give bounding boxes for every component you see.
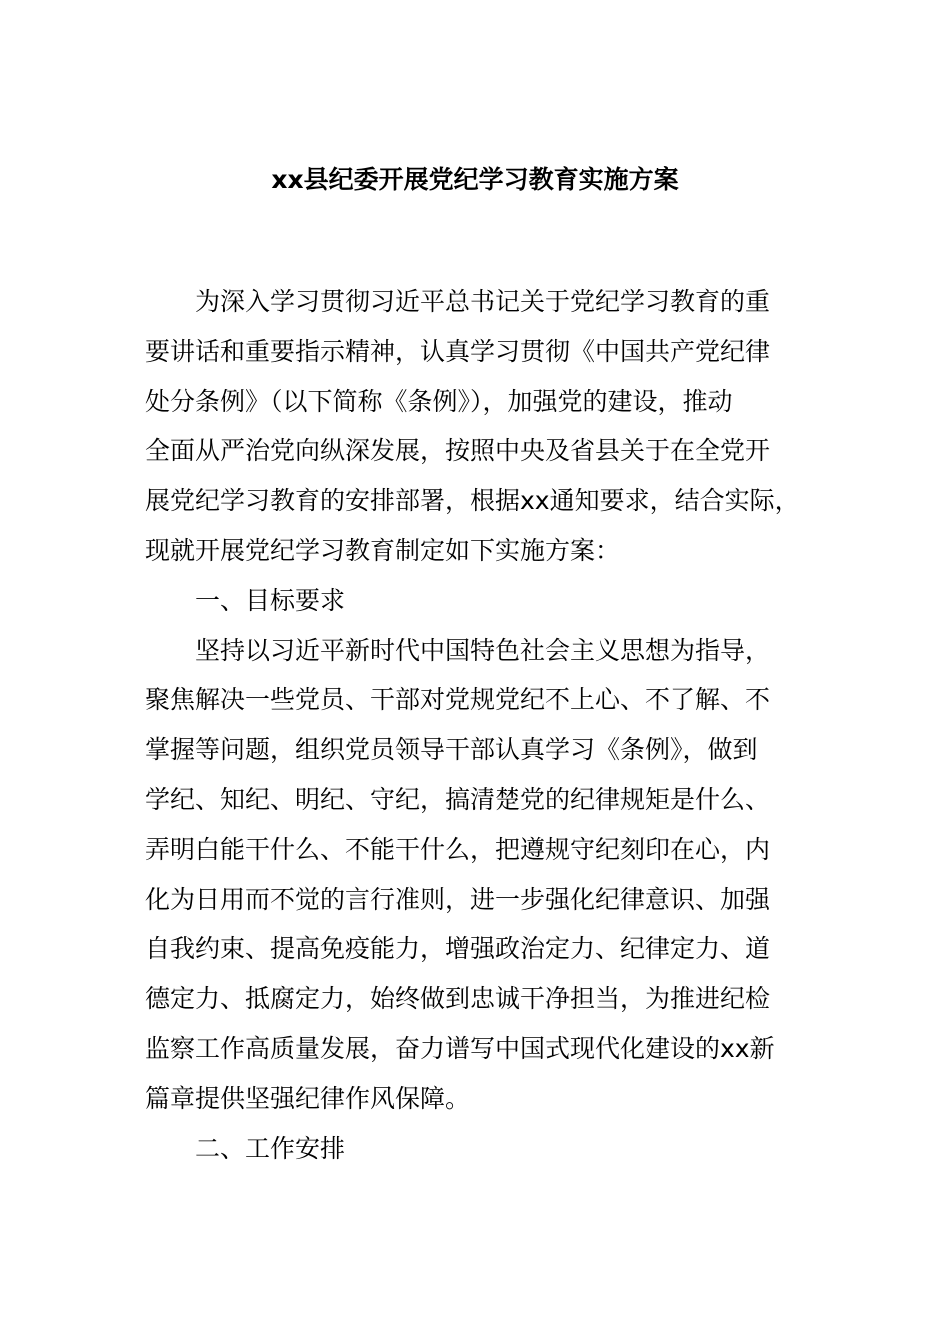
paragraph-line: 全面从严治党向纵深发展，按照中央及省县关于在全党开	[145, 436, 771, 466]
paragraph-line: 处分条例》（以下简称《条例》），加强党的建设，推动	[145, 386, 733, 416]
paragraph-line: 学纪、知纪、明纪、守纪，搞清楚党的纪律规矩是什么、	[145, 784, 771, 814]
paragraph-line: 篇章提供坚强纪律作风保障。	[145, 1083, 471, 1113]
paragraph-line: 聚焦解决一些党员、干部对党规党纪不上心、不了解、不	[145, 685, 771, 715]
paragraph-line: 为深入学习贯彻习近平总书记关于党纪学习教育的重	[195, 287, 771, 316]
document-title: xx县纪委开展党纪学习教育实施方案	[271, 165, 679, 194]
paragraph-line: 坚持以习近平新时代中国特色社会主义思想为指导，	[195, 635, 771, 665]
paragraph-line: 弄明白能干什么、不能干什么，把遵规守纪刻印在心，内	[145, 834, 771, 864]
paragraph-line: 监察工作高质量发展，奋力谱写中国式现代化建设的xx新	[145, 1033, 775, 1063]
paragraph-line: 自我约束、提高免疫能力，增强政治定力、纪律定力、道	[145, 934, 771, 964]
paragraph-line: 化为日用而不觉的言行准则，进一步强化纪律意识、加强	[145, 884, 771, 914]
section-heading: 一、目标要求	[195, 585, 346, 615]
document-body	[145, 277, 830, 1173]
section-heading: 二、工作安排	[195, 1133, 346, 1163]
paragraph-line: 要讲话和重要指示精神，认真学习贯彻《中国共产党纪律	[145, 336, 771, 366]
paragraph-line: 展党纪学习教育的安排部署，根据xx通知要求，结合实际，	[145, 486, 800, 516]
paragraph-line: 掌握等问题，组织党员领导干部认真学习《条例》，做到	[145, 735, 758, 765]
paragraph-line: 现就开展党纪学习教育制定如下实施方案：	[145, 535, 621, 565]
paragraph-line: 德定力、抵腐定力，始终做到忠诚干净担当，为推进纪检	[145, 984, 771, 1014]
